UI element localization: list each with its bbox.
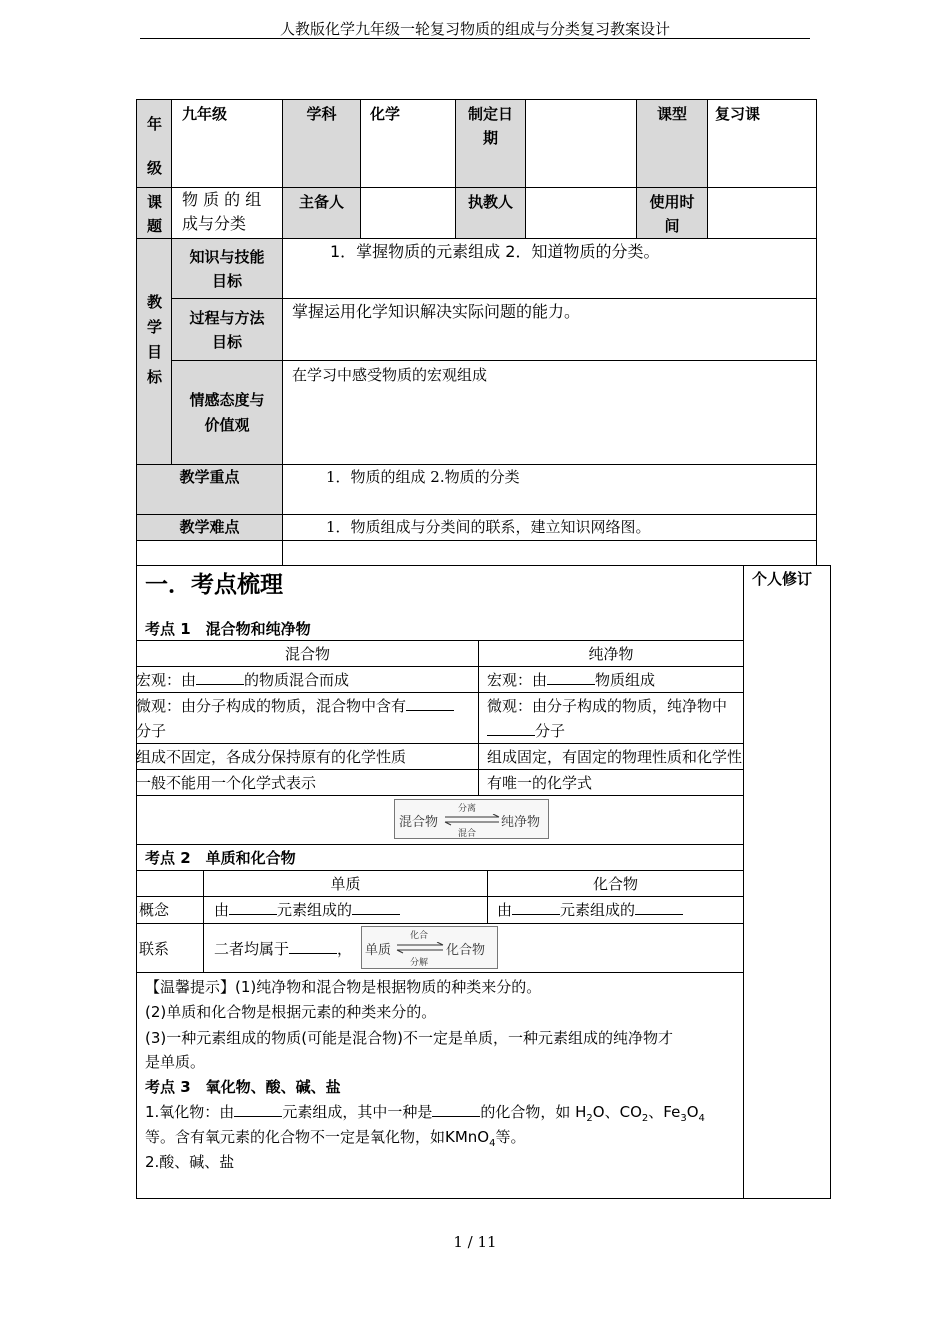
blank (487, 721, 535, 736)
type-label: 课型 (656, 105, 687, 123)
page-header: 人教版化学九年级一轮复习物质的组成与分类复习教案设计 (279, 20, 670, 38)
pure-row-2-cont (487, 719, 565, 743)
topic-label-2: 题 (147, 217, 163, 235)
f-o2: O (686, 1103, 699, 1121)
goal2-value: 掌握运用化学知识解决实际问题的能力。 (292, 302, 581, 321)
relation-text-b: ， (337, 940, 353, 958)
point3-title: 考点 3 氧化物、酸、碱、盐 (145, 1078, 341, 1096)
mix-row-2-a: 微观：由分子构成的物质，混合物中含有 (136, 697, 407, 715)
blank (352, 900, 400, 915)
date-label-2: 期 (482, 129, 498, 147)
subject-value: 化学 (370, 105, 401, 123)
relation-text (214, 937, 352, 961)
concept-compound (497, 898, 683, 922)
preparer-value-cell (360, 187, 456, 239)
formula-fe3o4 (663, 1103, 705, 1124)
formula-h2o (575, 1103, 605, 1124)
teacher-value-cell (525, 187, 637, 239)
goals-label-1: 教 (147, 293, 163, 311)
p2-corner-cell (136, 870, 204, 897)
difficulty-value: 1．物质组成与分类间的联系，建立知识网络图。 (326, 518, 651, 536)
diagram2-bottom: 分解 (410, 958, 429, 968)
goal2-label-2: 目标 (211, 333, 242, 351)
concept-compound-a: 由 (497, 901, 513, 919)
oxide-line-c: 的化合物，如 (480, 1103, 576, 1121)
mix-header: 混合物 (284, 645, 330, 663)
point1-title: 考点 1 混合物和纯净物 (145, 620, 311, 638)
concept-compound-b: 元素组成的 (560, 901, 636, 919)
subject-label: 学科 (306, 105, 337, 123)
tip-3: (3)一种元素组成的物质(可能是混合物)不一定是单质，一种元素组成的纯净物才 (145, 1029, 673, 1047)
type-value: 复习课 (715, 105, 761, 123)
f-co-sub: 2 (641, 1113, 649, 1124)
pure-row-4: 有唯一的化学式 (487, 774, 593, 792)
key-label: 教学重点 (179, 468, 240, 486)
mix-row-1-a: 宏观：由 (136, 671, 197, 689)
diagram2-right: 化合物 (446, 943, 486, 958)
teacher-label: 执教人 (467, 193, 513, 211)
f-h: H (575, 1103, 587, 1121)
diagram1-left: 混合物 (399, 815, 439, 830)
mix-row-1-b: 的物质混合而成 (244, 671, 350, 689)
f-o-sub: 4 (698, 1113, 705, 1124)
blank (432, 1102, 480, 1117)
mix-row-1 (136, 668, 349, 692)
diagram1-top: 分离 (458, 804, 477, 814)
f-co: CO (619, 1103, 642, 1121)
topic-value-2: 成与分类 (182, 214, 247, 233)
grade-value: 九年级 (182, 105, 228, 123)
difficulty-label: 教学难点 (179, 518, 240, 536)
f-kmno-sub: 4 (489, 1138, 496, 1149)
goal3-label-1: 情感态度与 (189, 391, 265, 409)
tip-4: 是单质。 (145, 1053, 206, 1071)
blank (234, 1102, 282, 1117)
goal3-label-2: 价值观 (204, 416, 250, 434)
personal-revision-label: 个人修订 (752, 570, 813, 588)
pure-header: 纯净物 (588, 645, 634, 663)
tip-1: 【温馨提示】(1)纯净物和混合物是根据物质的种类来分的。 (145, 978, 542, 996)
mix-row-2 (136, 694, 454, 718)
diagram1-bottom: 混合 (458, 829, 477, 839)
preparer-label: 主备人 (298, 193, 344, 211)
goal1-label-2: 目标 (211, 272, 242, 290)
section-title: 一．考点梳理 (145, 572, 283, 598)
formula-co2 (619, 1103, 649, 1124)
goal2-label-1: 过程与方法 (189, 309, 265, 327)
goals-label-3: 目 (147, 343, 163, 361)
mix-row-4: 一般不能用一个化学式表示 (136, 774, 317, 792)
f-fe: Fe (663, 1103, 681, 1121)
goals-label-2: 学 (147, 318, 163, 336)
oxide-line-b: 元素组成，其中一种是 (282, 1103, 433, 1121)
formula-kmno4 (445, 1128, 496, 1149)
concept-simple-b: 元素组成的 (277, 901, 353, 919)
goal1-label-1: 知识与技能 (189, 248, 265, 266)
f-kmno: KMnO (445, 1128, 490, 1146)
mix-row-2-cont: 分子 (136, 722, 167, 740)
blank (547, 670, 595, 685)
acid-line: 2.酸、碱、盐 (145, 1153, 235, 1171)
double-arrow-icon (395, 942, 445, 954)
diagram2-left: 单质 (365, 943, 392, 958)
sep: 、 (648, 1103, 664, 1121)
header-rule (140, 38, 810, 39)
topic-value-1: 物 质 的 组 (182, 190, 262, 209)
blank (196, 670, 244, 685)
f-h-sub: 2 (586, 1113, 593, 1124)
double-arrow-icon (443, 814, 501, 826)
pure-row-1-b: 物质组成 (595, 671, 656, 689)
pure-row-2-b: 分子 (535, 722, 566, 740)
f-o: O (592, 1103, 605, 1121)
goals-label-4: 标 (147, 368, 163, 386)
pure-row-2: 微观：由分子构成的物质，纯净物中 (487, 697, 728, 715)
pure-row-1-a: 宏观：由 (487, 671, 548, 689)
topic-label-1: 课 (147, 193, 163, 211)
grade-label-2: 级 (147, 159, 163, 177)
oxide-line-a: 1.氧化物：由 (145, 1103, 235, 1121)
pure-row-1 (487, 668, 655, 692)
concept-simple (214, 898, 400, 922)
oxide-line2-b: 等。 (495, 1128, 526, 1146)
pure-row-3: 组成固定，有固定的物理性质和化学性 (487, 748, 743, 766)
time-label-1: 使用时 (649, 193, 695, 211)
concept-label: 概念 (139, 901, 170, 919)
compound-header: 化合物 (592, 875, 638, 893)
simple-header: 单质 (330, 875, 361, 893)
blank (635, 900, 683, 915)
key-value: 1．物质的组成 2.物质的分类 (326, 468, 520, 486)
sep: 、 (604, 1103, 620, 1121)
page-number: 1 / 11 (453, 1233, 497, 1251)
empty-cell-right (282, 540, 817, 566)
empty-cell-left (136, 540, 283, 566)
oxide-line2-a: 等。含有氧元素的化合物不一定是氧化物，如 (145, 1128, 446, 1146)
blank (229, 900, 277, 915)
f-fe-sub: 3 (680, 1113, 687, 1124)
blank (289, 939, 337, 954)
goal3-value: 在学习中感受物质的宏观组成 (292, 366, 488, 384)
revision-cell (743, 565, 831, 1199)
diagram2-top: 化合 (410, 931, 429, 941)
time-label-2: 间 (664, 217, 680, 235)
date-value-cell (525, 99, 637, 188)
blank (406, 696, 454, 711)
relation-text-a: 二者均属于 (214, 940, 290, 958)
point2-title: 考点 2 单质和化合物 (145, 849, 296, 867)
goal1-value: 1．掌握物质的元素组成 2．知道物质的分类。 (330, 242, 660, 261)
grade-label-1: 年 (147, 115, 163, 133)
relation-label: 联系 (139, 940, 170, 958)
mix-pure-diagram (394, 799, 549, 839)
time-value-cell (707, 187, 817, 239)
simple-compound-diagram (361, 926, 498, 969)
mix-row-3: 组成不固定，各成分保持原有的化学性质 (136, 748, 407, 766)
tip-2: (2)单质和化合物是根据元素的种类来分的。 (145, 1003, 437, 1021)
date-label-1: 制定日 (467, 105, 513, 123)
diagram1-right: 纯净物 (501, 815, 541, 830)
concept-simple-a: 由 (214, 901, 230, 919)
blank (512, 900, 560, 915)
